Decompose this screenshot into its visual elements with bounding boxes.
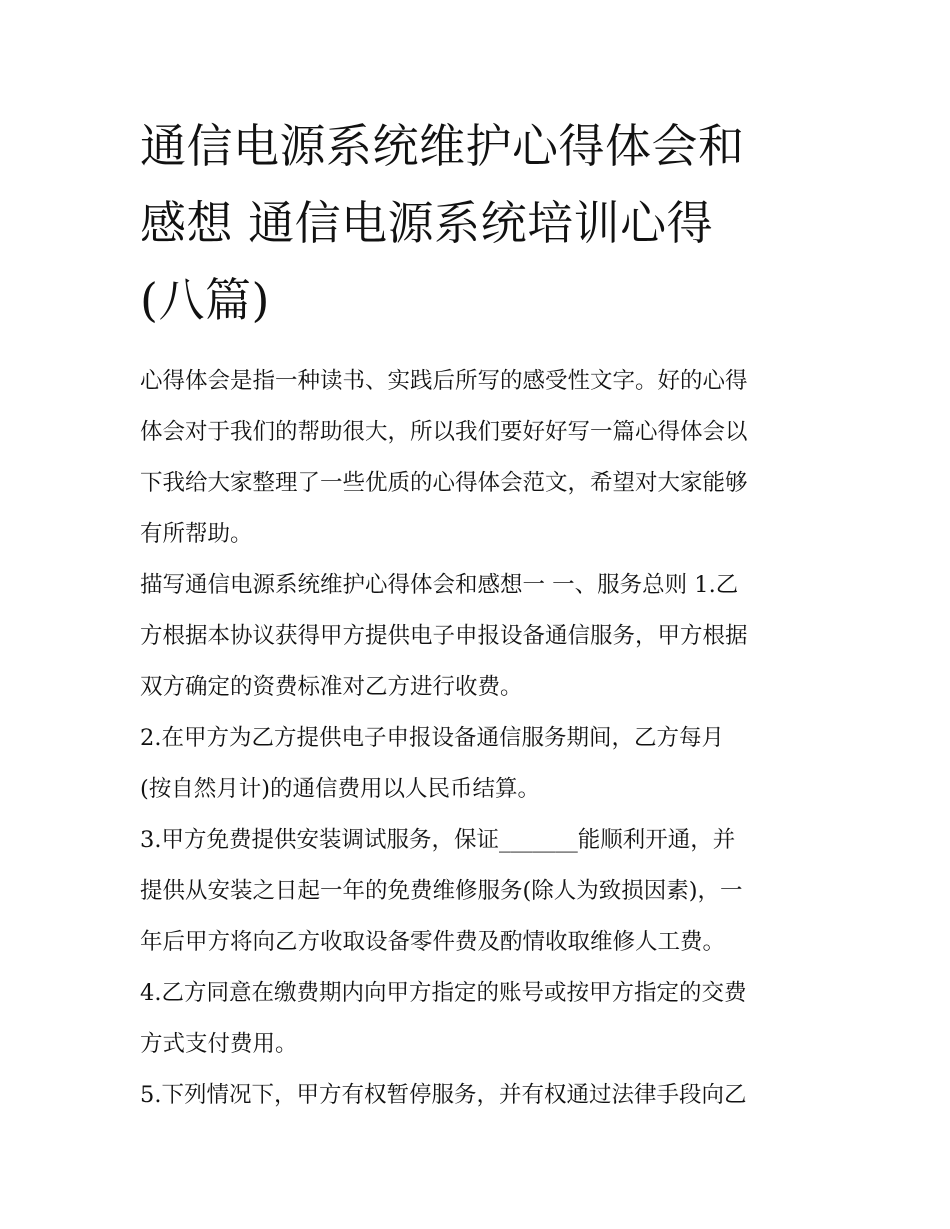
text-line: 体会对于我们的帮助很大，所以我们要好好写一篇心得体会以 bbox=[140, 419, 748, 445]
text-line: 下我给大家整理了一些优质的心得体会范文，希望对大家能够 bbox=[140, 470, 748, 496]
section-paragraph bbox=[140, 560, 820, 713]
clause-paragraph bbox=[140, 1070, 820, 1121]
title-line: 通信电源系统维护心得体会和 bbox=[140, 119, 745, 173]
text-line: 方式支付费用。 bbox=[140, 1031, 298, 1057]
clause-paragraph bbox=[140, 815, 820, 968]
text-line: 年后甲方将向乙方收取设备零件费及酌情收取维修人工费。 bbox=[140, 929, 726, 955]
text-line: 有所帮助。 bbox=[140, 521, 253, 547]
text-line: 心得体会是指一种读书、实践后所写的感受性文字。好的心得 bbox=[140, 368, 748, 394]
title-line: 感想 通信电源系统培训心得 bbox=[140, 196, 714, 250]
document-title bbox=[140, 108, 820, 339]
text-line: 2.在甲方为乙方提供电子申报设备通信服务期间，乙方每月 bbox=[140, 725, 724, 751]
text-line: (按自然月计)的通信费用以人民币结算。 bbox=[140, 776, 541, 802]
clause-paragraph bbox=[140, 713, 820, 815]
text-line: 3.甲方免费提供安装调试服务，保证_______能顺利开通，并 bbox=[140, 827, 736, 853]
title-line: (八篇) bbox=[140, 273, 270, 327]
intro-paragraph bbox=[140, 356, 820, 560]
document-body bbox=[140, 356, 820, 1121]
text-line: 5.下列情况下，甲方有权暂停服务，并有权通过法律手段向乙 bbox=[140, 1082, 747, 1108]
text-line: 双方确定的资费标准对乙方进行收费。 bbox=[140, 674, 523, 700]
text-line: 提供从安装之日起一年的免费维修服务(除人为致损因素)，一 bbox=[140, 878, 743, 904]
clause-paragraph bbox=[140, 968, 820, 1070]
text-line: 描写通信电源系统维护心得体会和感想一 一、服务总则 1.乙 bbox=[140, 572, 739, 598]
text-line: 4.乙方同意在缴费期内向甲方指定的账号或按甲方指定的交费 bbox=[140, 980, 747, 1006]
text-line: 方根据本协议获得甲方提供电子申报设备通信服务，甲方根据 bbox=[140, 623, 748, 649]
